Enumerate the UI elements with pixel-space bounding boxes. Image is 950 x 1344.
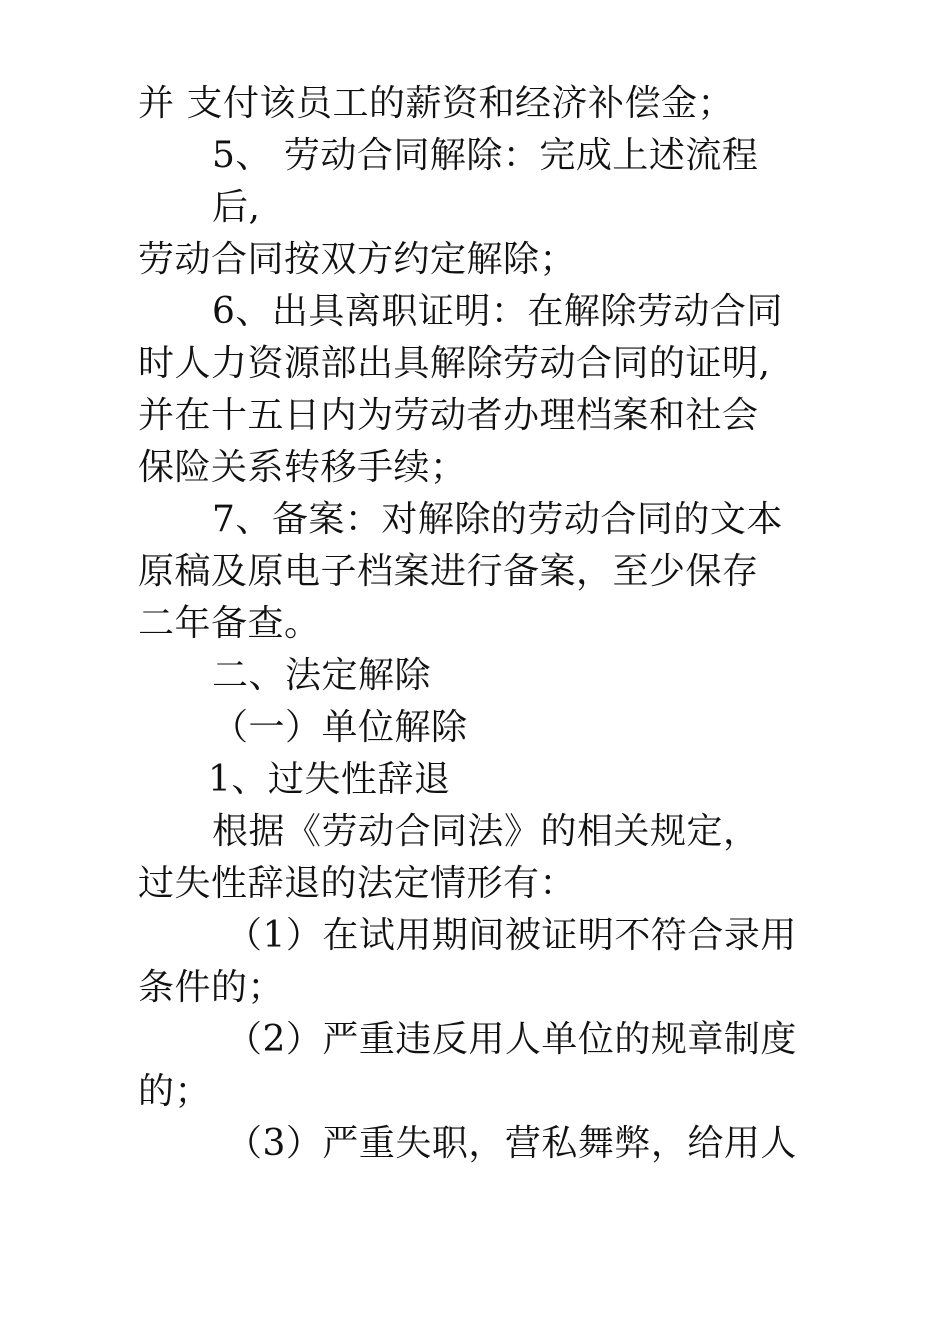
subsection-heading: （一）单位解除 xyxy=(212,707,468,748)
text-line-3: 后, xyxy=(212,187,261,228)
text-line-7: 并在十五日内为劳动者办理档案和社会 xyxy=(138,395,759,436)
text-line-16: 过失性辞退的法定情形有： xyxy=(138,863,577,904)
list-item-3: （3）严重失职，营私舞弊，给用人 xyxy=(226,1123,797,1164)
list-item-2: （2）严重违反用人单位的规章制度 xyxy=(226,1019,797,1060)
text-line-4: 劳动合同按双方约定解除； xyxy=(138,239,577,280)
text-line-6: 时人力资源部出具解除劳动合同的证明, xyxy=(138,343,771,384)
text-line-5: 6、出具离职证明：在解除劳动合同 xyxy=(212,291,783,332)
text-line-20: 的； xyxy=(138,1071,212,1112)
item-heading: 1、过失性辞退 xyxy=(208,759,451,800)
text-line-15: 根据《劳动合同法》的相关规定， xyxy=(212,811,760,852)
section-heading: 二、法定解除 xyxy=(212,655,432,696)
text-line-11: 二年备查。 xyxy=(138,603,321,644)
list-item-1: （1）在试用期间被证明不符合录用 xyxy=(226,915,797,956)
text-line-10: 原稿及原电子档案进行备案，至少保存 xyxy=(138,551,759,592)
text-line-9: 7、备案：对解除的劳动合同的文本 xyxy=(212,499,783,540)
text-line-8: 保险关系转移手续； xyxy=(138,447,467,488)
text-line-18: 条件的； xyxy=(138,967,285,1008)
text-line-1: 并 支付该员工的薪资和经济补偿金； xyxy=(138,83,734,124)
text-line-2: 5、 劳动合同解除：完成上述流程 xyxy=(212,135,759,176)
